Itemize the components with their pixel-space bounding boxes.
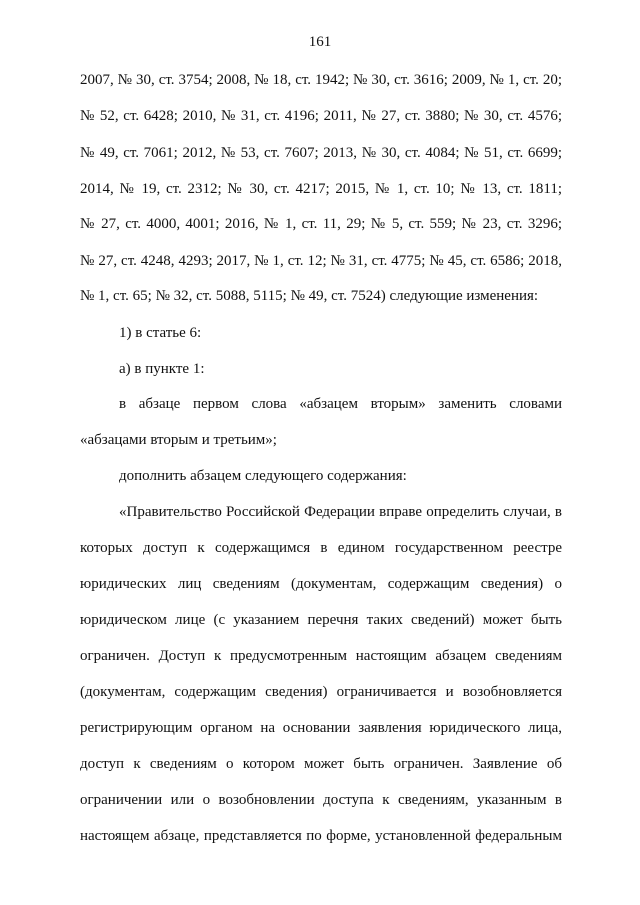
text-line: в абзаце первом слова «абзацем вторым» заменить словами <box>119 396 562 412</box>
text-line: юридических лиц сведениям (документам, содержащим сведения) о <box>80 576 562 592</box>
text-line: которых доступ к содержащимся в едином государственном реестре <box>80 540 562 556</box>
text-line: 2014, № 19, ст. 2312; № 30, ст. 4217; 2015, № 1, ст. 10; № 13, ст. 1811; <box>80 181 562 197</box>
text-line: № 49, ст. 7061; 2012, № 53, ст. 7607; 2013, № 30, ст. 4084; № 51, ст. 6699; <box>80 145 562 161</box>
text-line: 1) в статье 6: <box>119 325 202 341</box>
text-line: № 1, ст. 65; № 32, ст. 5088, 5115; № 49, ст. 7524) следующие изменения: <box>80 288 539 304</box>
text-line: регистрирующим органом на основании заявления юридического лица, <box>80 720 562 736</box>
text-line: № 52, ст. 6428; 2010, № 31, ст. 4196; 2011, № 27, ст. 3880; № 30, ст. 4576; <box>80 108 562 124</box>
text-line: «абзацами вторым и третьим»; <box>80 432 277 448</box>
text-line: юридическом лице (с указанием перечня таких сведений) может быть <box>80 612 562 628</box>
text-line: 2007, № 30, ст. 3754; 2008, № 18, ст. 1942; № 30, ст. 3616; 2009, № 1, ст. 20; <box>80 72 562 88</box>
text-line: а) в пункте 1: <box>119 361 205 377</box>
text-line: дополнить абзацем следующего содержания: <box>119 468 407 484</box>
text-line: ограничении или о возобновлении доступа к сведениям, указанным в <box>80 792 562 808</box>
text-line: № 27, ст. 4248, 4293; 2017, № 1, ст. 12; № 31, ст. 4775; № 45, ст. 6586; 2018, <box>80 253 562 269</box>
text-line: (документам, содержащим сведения) ограничивается и возобновляется <box>80 684 562 700</box>
text-line: ограничен. Доступ к предусмотренным настоящим абзацем сведениям <box>80 648 562 664</box>
text-line: «Правительство Российской Федерации вправе определить случаи, в <box>119 504 562 520</box>
page-number: 161 <box>308 34 332 50</box>
text-line: № 27, ст. 4000, 4001; 2016, № 1, ст. 11, 29; № 5, ст. 559; № 23, ст. 3296; <box>80 216 562 232</box>
text-line: доступ к сведениям о котором может быть ограничен. Заявление об <box>80 756 562 772</box>
text-line: настоящем абзаце, представляется по форме, установленной федеральным <box>80 828 562 844</box>
